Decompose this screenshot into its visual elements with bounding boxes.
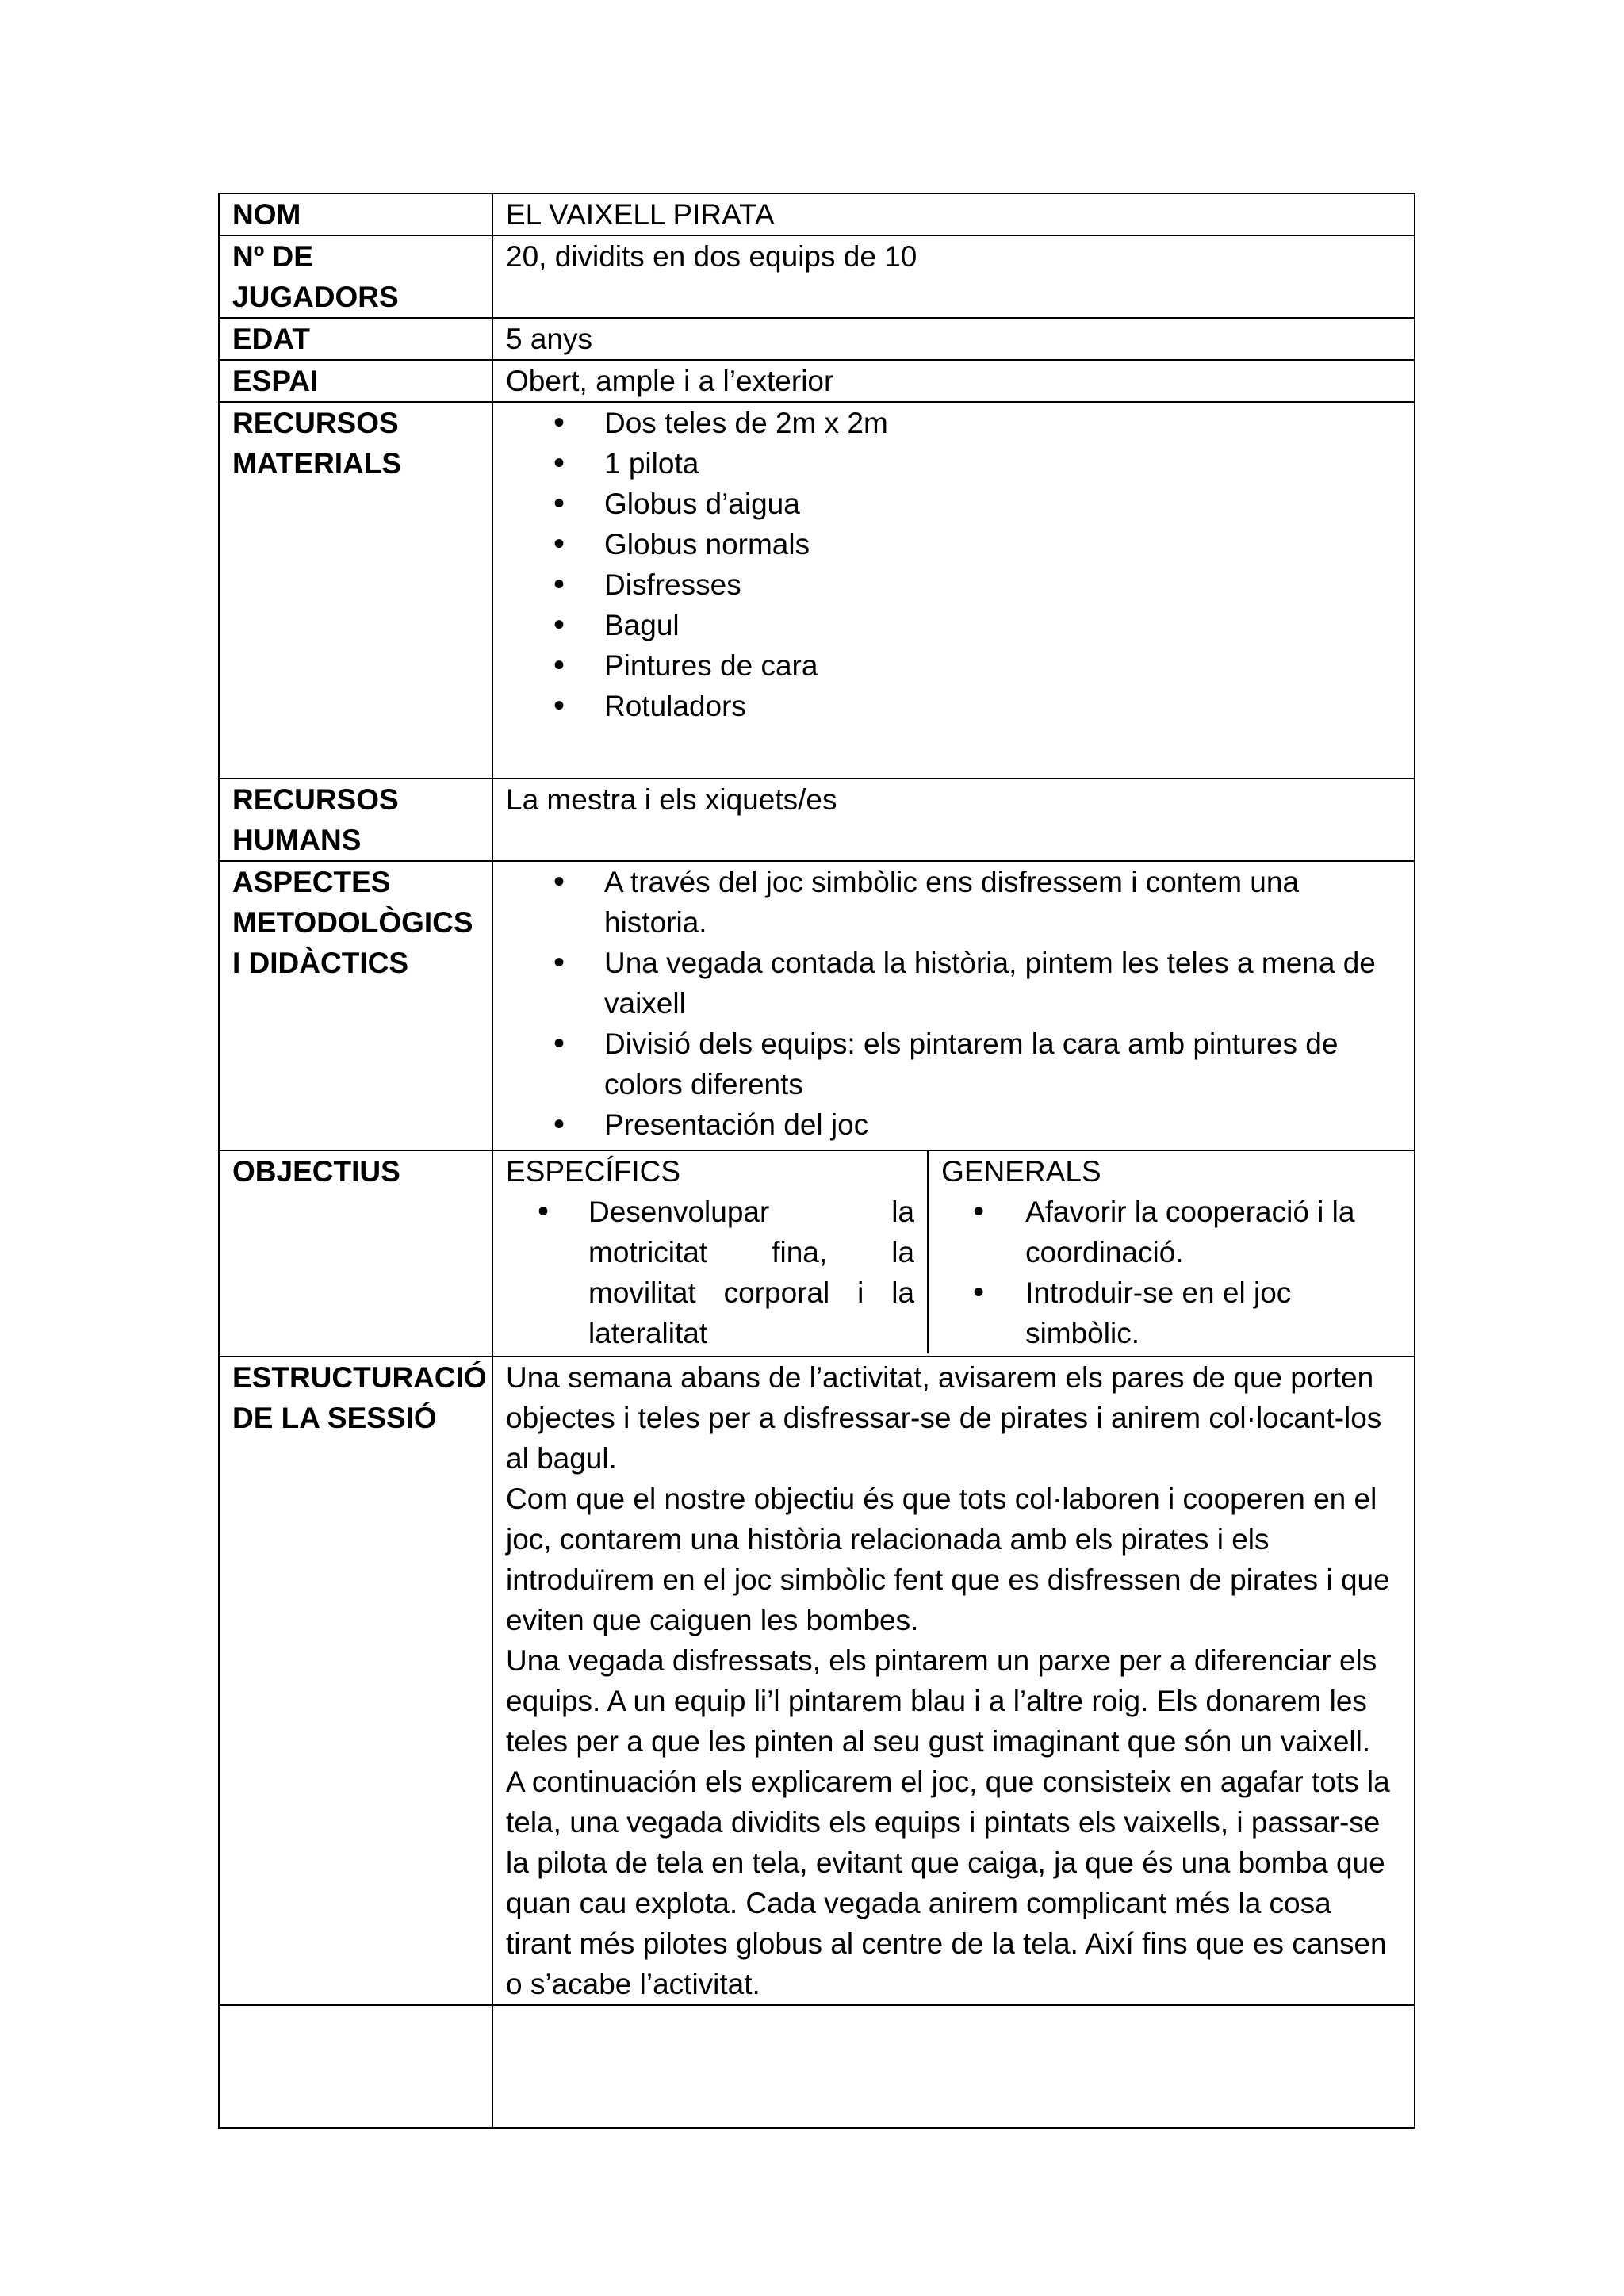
row-aspectes xyxy=(219,861,1415,1150)
list-item: • Presentación del joc xyxy=(553,1104,1401,1145)
list-item: • Afavorir la cooperació i la coordinació. xyxy=(973,1192,1401,1272)
label-edat: EDAT xyxy=(219,318,492,360)
list-item: • 1 pilota xyxy=(553,443,1401,484)
list-item: • Divisió dels equips: els pintarem la cara amb pintures de colors diferents xyxy=(553,1024,1401,1104)
label-recursos-materials: RECURSOS MATERIALS xyxy=(219,402,492,779)
row-nom xyxy=(219,193,1415,235)
value-empty xyxy=(492,2005,1415,2128)
value-jugadors: 20, dividits en dos equips de 10 xyxy=(492,235,1415,318)
row-jugadors xyxy=(219,235,1415,318)
list-item: • A través del joc simbòlic ens disfressem i contem una historia. xyxy=(553,862,1401,943)
list-item: • Dos teles de 2m x 2m xyxy=(553,403,1401,443)
label-estructuracio: ESTRUCTURACIÓ DE LA SESSIÓ xyxy=(219,1357,492,2005)
value-recursos-humans: La mestra i els xiquets/es xyxy=(492,779,1415,861)
list-item: • Globus d’aigua xyxy=(553,484,1401,524)
label-objectius: OBJECTIUS xyxy=(219,1150,492,1357)
value-edat: 5 anys xyxy=(492,318,1415,360)
row-empty xyxy=(219,2005,1415,2128)
list-item: • Rotuladors xyxy=(553,686,1401,726)
row-objectius xyxy=(219,1150,1415,1357)
objectius-columns xyxy=(493,1151,1414,1353)
generals-list xyxy=(941,1192,1401,1353)
session-paragraph: Una vegada disfressats, els pintarem un parxe per a diferenciar els equips. A un equip li’l pintarem blau i a l’altre roig. Els donarem les teles per a que les pinten al seu gust imaginant que són un vaixell. xyxy=(506,1644,1377,1758)
list-item: • Globus normals xyxy=(553,524,1401,564)
label-aspectes: ASPECTES METODOLÒGICS I DIDÀCTICS xyxy=(219,861,492,1150)
list-item: • Introduir-se en el joc simbòlic. xyxy=(973,1272,1401,1353)
label-recursos-humans: RECURSOS HUMANS xyxy=(219,779,492,861)
row-recursos-humans xyxy=(219,779,1415,861)
label-espai: ESPAI xyxy=(219,360,492,402)
list-item: • Disfresses xyxy=(553,564,1401,605)
label-empty xyxy=(219,2005,492,2128)
label-nom: NOM xyxy=(219,193,492,235)
value-nom: EL VAIXELL PIRATA xyxy=(492,193,1415,235)
especifics-column xyxy=(493,1151,929,1353)
list-item: • Pintures de cara xyxy=(553,645,1401,686)
session-paragraph: A continuación els explicarem el joc, que consisteix en agafar tots la tela, una vegada dividits els equips i pintats els vaixells, i passar-se la pilota de tela en tela, evitant que caiga, ja que és una bomba que quan cau explota. Cada vegada anirem complicant més la cosa tirant més pilotes globus al centre de la tela. Així fins que es cansen o s’acabe l’activitat. xyxy=(506,1766,1390,2000)
especifics-heading: ESPECÍFICS xyxy=(506,1155,680,1188)
value-aspectes xyxy=(492,861,1415,1150)
value-estructuracio xyxy=(492,1357,1415,2005)
game-sheet-table xyxy=(218,193,1415,2129)
generals-heading: GENERALS xyxy=(941,1155,1101,1188)
row-recursos-materials xyxy=(219,402,1415,779)
value-objectius xyxy=(492,1150,1415,1357)
value-espai: Obert, ample i a l’exterior xyxy=(492,360,1415,402)
session-paragraph: Una semana abans de l’activitat, avisarem els pares de que porten objectes i teles per a disfressar-se de pirates i anirem col·locant-los al bagul. xyxy=(506,1361,1382,1475)
session-paragraph: Com que el nostre objectiu és que tots col·laboren i cooperen en el joc, contarem una història relacionada amb els pirates i els introduïrem en el joc simbòlic fent que es disfressen de pirates i que eviten que caiguen les bombes. xyxy=(506,1483,1390,1636)
generals-column xyxy=(929,1151,1414,1353)
aspectes-list xyxy=(506,862,1401,1145)
list-item: • Una vegada contada la història, pintem les teles a mena de vaixell xyxy=(553,943,1401,1024)
row-estructuracio xyxy=(219,1357,1415,2005)
row-espai xyxy=(219,360,1415,402)
label-jugadors: Nº DE JUGADORS xyxy=(219,235,492,318)
materials-list xyxy=(506,403,1401,726)
especifics-list xyxy=(506,1192,914,1353)
list-item: • Bagul xyxy=(553,605,1401,645)
value-recursos-materials xyxy=(492,402,1415,779)
row-edat xyxy=(219,318,1415,360)
list-item: • Desenvolupar la motricitat fina, la movilitat corporal i la lateralitat xyxy=(538,1192,914,1353)
